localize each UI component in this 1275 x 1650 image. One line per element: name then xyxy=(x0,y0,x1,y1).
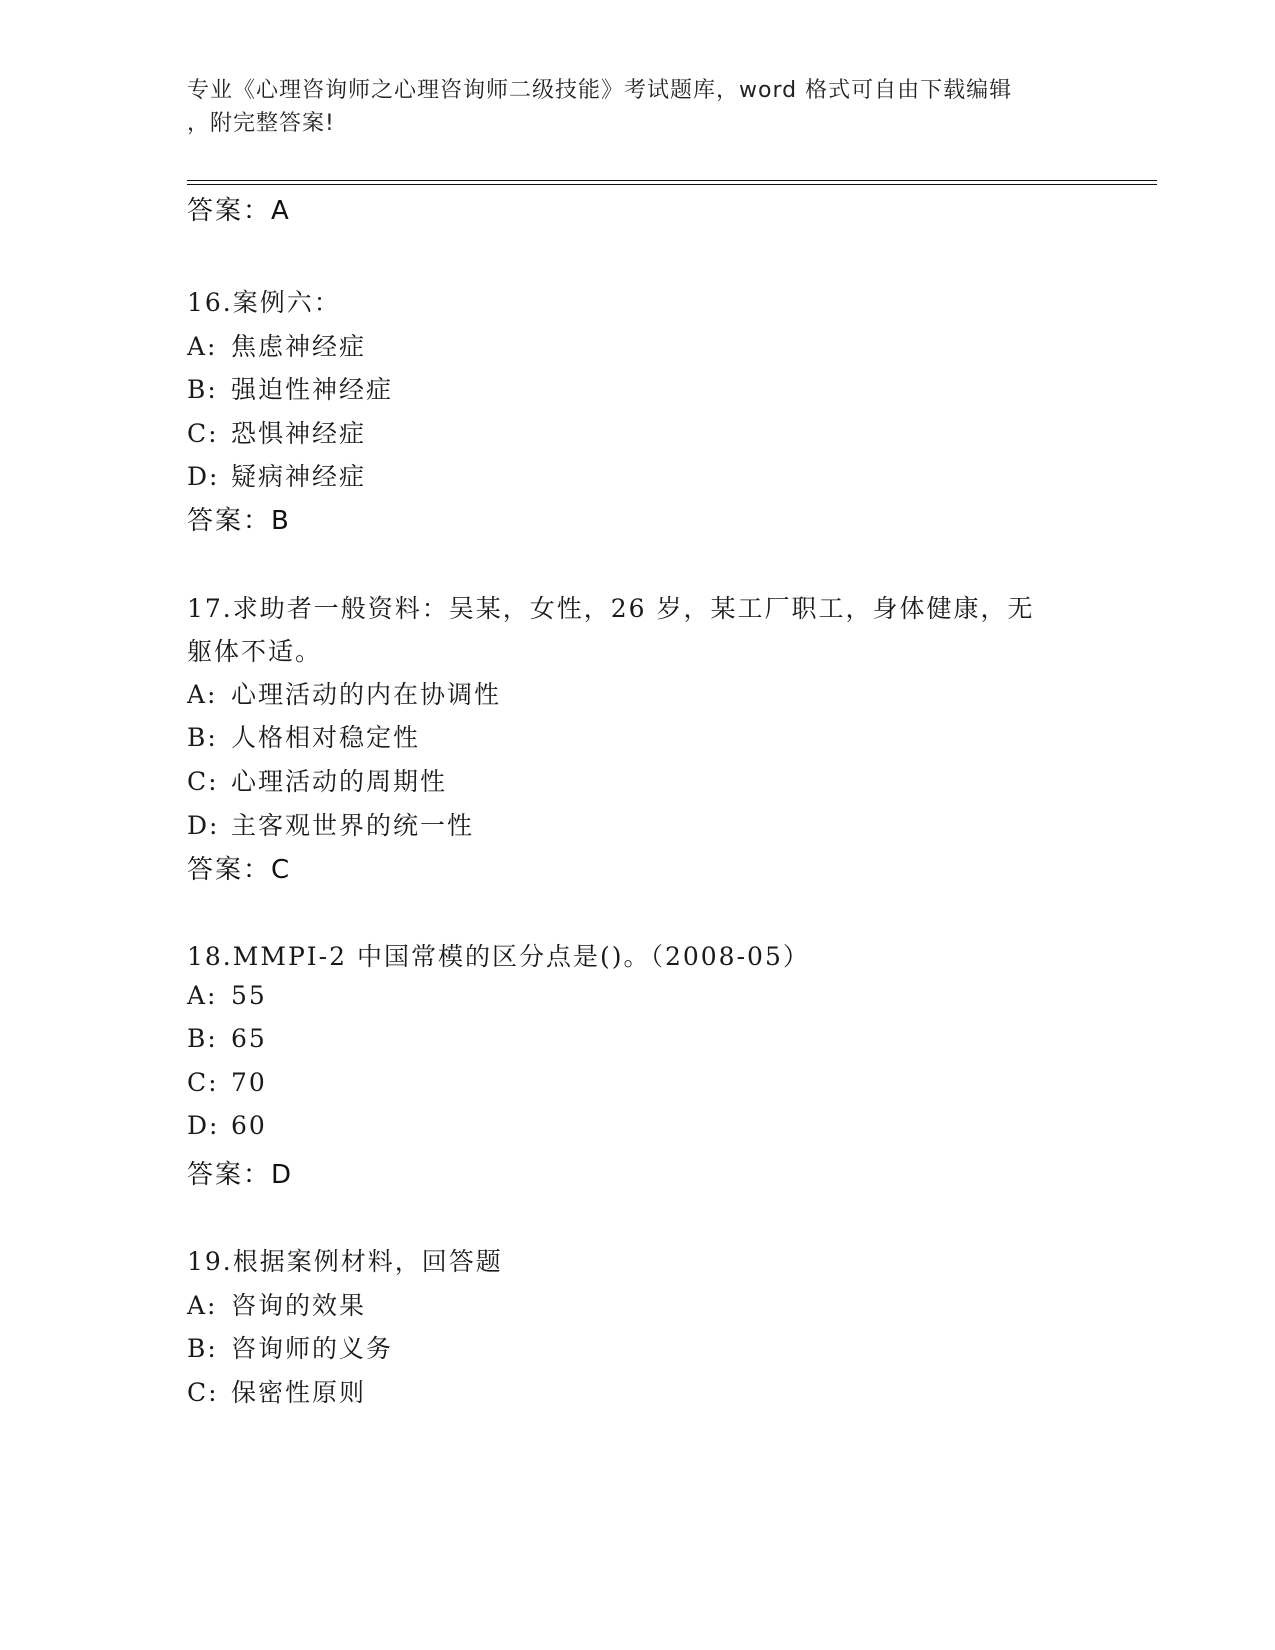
question-19-stem xyxy=(187,1242,503,1278)
question-text: 躯体不适。 xyxy=(187,637,323,666)
question-16-option-b xyxy=(187,370,393,406)
question-17-option-d xyxy=(187,806,474,842)
option-text: 焦虑神经症 xyxy=(231,332,367,361)
question-17-stem-continued xyxy=(187,632,322,668)
document-header xyxy=(187,74,1067,140)
option-text: 70 xyxy=(231,1068,267,1097)
answer-value: B xyxy=(271,506,291,536)
header-rule-bottom xyxy=(187,184,1157,185)
option-key: C: xyxy=(187,1068,219,1097)
option-text: 咨询的效果 xyxy=(231,1291,367,1320)
question-18-option-a xyxy=(187,981,267,1010)
answer-label: 答案： xyxy=(187,196,272,226)
prev-answer-line xyxy=(187,190,291,227)
answer-value: C xyxy=(271,855,292,885)
question-17-option-a xyxy=(187,675,501,711)
option-key: D: xyxy=(187,462,220,491)
question-number: 18. xyxy=(187,942,233,971)
option-key: C: xyxy=(187,767,219,796)
option-key: B: xyxy=(187,723,218,752)
option-text: 人格相对稳定性 xyxy=(231,723,421,752)
question-18-option-c xyxy=(187,1068,267,1097)
question-text: 根据案例材料，回答题 xyxy=(232,1247,503,1276)
option-key: A: xyxy=(187,981,218,1010)
option-key: D: xyxy=(187,811,220,840)
option-text: 心理活动的内在协调性 xyxy=(231,680,502,709)
question-19-option-a xyxy=(187,1286,366,1322)
question-18-option-d xyxy=(187,1111,267,1140)
option-text: 恐惧神经症 xyxy=(231,419,367,448)
answer-value: D xyxy=(271,1160,294,1190)
question-17-stem xyxy=(187,589,1035,625)
option-text: 主客观世界的统一性 xyxy=(231,811,475,840)
answer-label: 答案： xyxy=(187,855,272,885)
option-key: A: xyxy=(187,680,218,709)
option-key: D: xyxy=(187,1111,220,1140)
question-18-stem xyxy=(187,937,810,973)
question-text: 求助者一般资料：吴某，女性，26 岁，某工厂职工，身体健康，无 xyxy=(232,594,1035,623)
header-line-1: 专业《心理咨询师之心理咨询师二级技能》考试题库，word 格式可自由下载编辑 xyxy=(187,78,1013,103)
option-key: B: xyxy=(187,1024,218,1053)
question-18-answer xyxy=(187,1154,293,1191)
question-19-option-c xyxy=(187,1373,366,1409)
header-line-2: ，附完整答案! xyxy=(187,111,335,136)
question-16-option-a xyxy=(187,327,366,363)
option-key: C: xyxy=(187,419,219,448)
question-17-option-b xyxy=(187,718,420,754)
option-key: A: xyxy=(187,1291,218,1320)
question-16-option-d xyxy=(187,457,366,493)
question-16-stem xyxy=(187,283,341,319)
option-key: A: xyxy=(187,332,218,361)
question-number: 19. xyxy=(187,1247,233,1276)
option-text: 咨询师的义务 xyxy=(231,1334,394,1363)
question-number: 17. xyxy=(187,594,233,623)
option-key: B: xyxy=(187,375,218,404)
option-text: 强迫性神经症 xyxy=(231,375,394,404)
question-16-answer xyxy=(187,500,291,537)
option-text: 保密性原则 xyxy=(231,1378,367,1407)
answer-value: A xyxy=(271,196,291,226)
question-text: 案例六： xyxy=(232,288,341,317)
question-17-option-c xyxy=(187,762,447,798)
question-text: MMPI-2 中国常模的区分点是()。（2008-05） xyxy=(232,942,810,971)
option-key: C: xyxy=(187,1378,219,1407)
answer-label: 答案： xyxy=(187,506,272,536)
option-key: B: xyxy=(187,1334,218,1363)
header-rule-top xyxy=(187,180,1157,181)
question-18-option-b xyxy=(187,1024,267,1053)
question-16-option-c xyxy=(187,414,366,450)
question-17-answer xyxy=(187,849,291,886)
question-19-option-b xyxy=(187,1329,393,1365)
question-number: 16. xyxy=(187,288,233,317)
option-text: 65 xyxy=(231,1024,267,1053)
option-text: 疑病神经症 xyxy=(231,462,367,491)
answer-label: 答案： xyxy=(187,1160,272,1190)
option-text: 55 xyxy=(231,981,267,1010)
option-text: 60 xyxy=(231,1111,267,1140)
option-text: 心理活动的周期性 xyxy=(231,767,448,796)
